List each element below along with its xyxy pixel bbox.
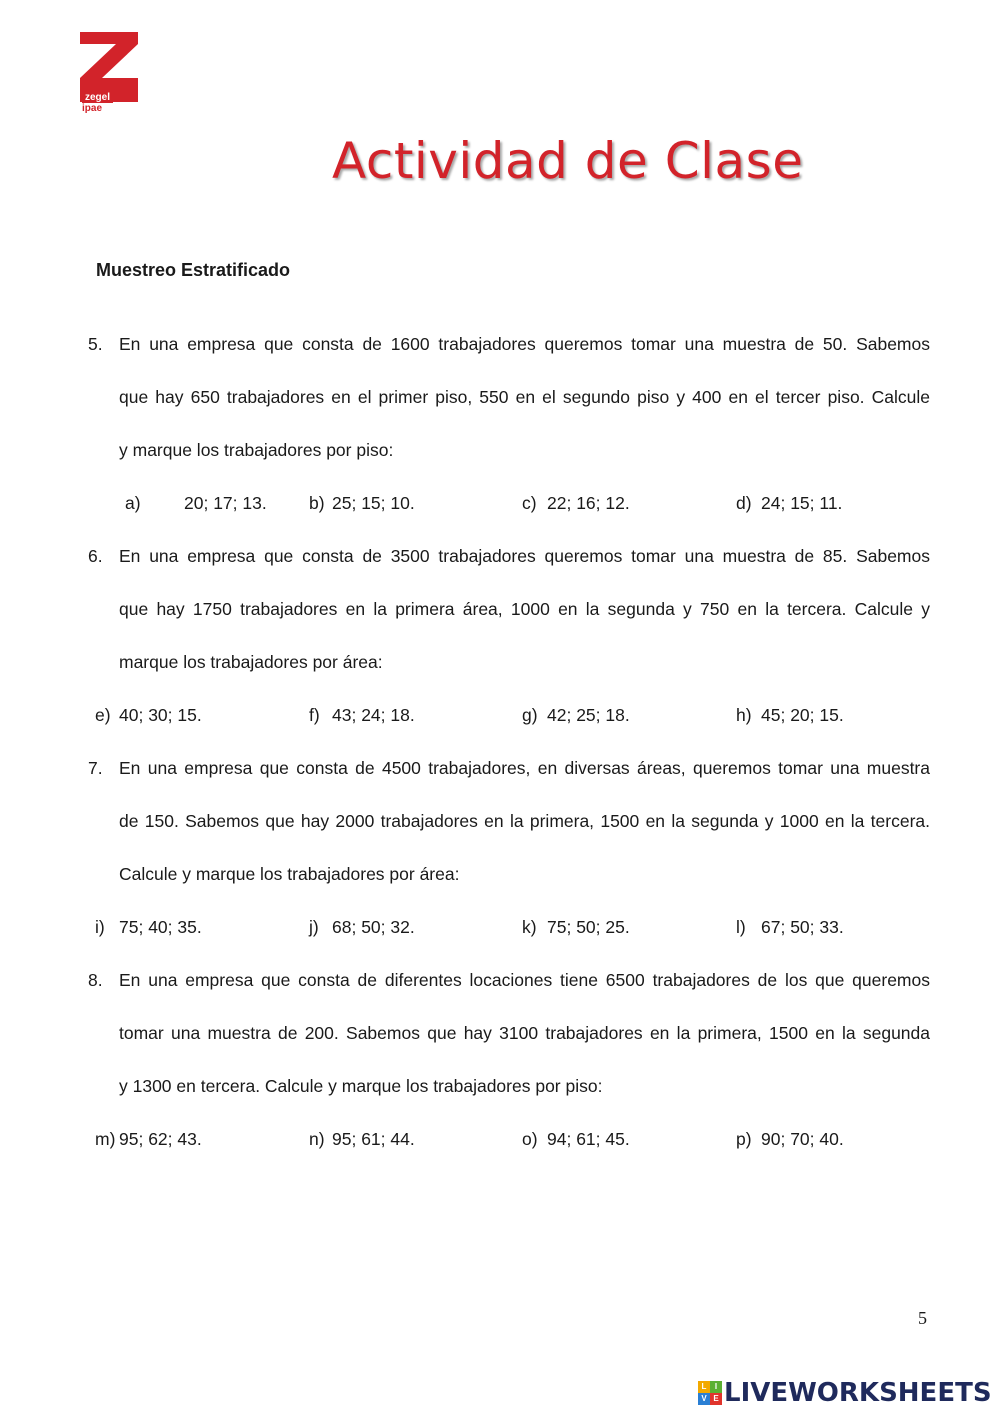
options-row: [88, 1113, 930, 1166]
option-label: c): [522, 493, 537, 513]
icon-letter: L: [698, 1381, 710, 1393]
option-label: b): [309, 493, 325, 513]
option-label: j): [309, 917, 319, 937]
option-label: f): [309, 705, 320, 725]
question-number: 6.: [88, 546, 103, 566]
option-label: e): [95, 705, 111, 725]
option-value: 43; 24; 18.: [332, 705, 415, 725]
question-text-line: En una empresa que consta de 1600 trabajadores queremos tomar una muestra de 50. Sabemos: [119, 334, 930, 354]
option-i[interactable]: [95, 901, 202, 954]
option-m[interactable]: [95, 1113, 202, 1166]
option-label: m): [95, 1129, 116, 1149]
option-value: 95; 62; 43.: [119, 1129, 202, 1149]
icon-letter: I: [710, 1381, 722, 1393]
option-value: 75; 40; 35.: [119, 917, 202, 937]
options-row: [88, 689, 930, 742]
option-value: 42; 25; 18.: [547, 705, 630, 725]
section-title: Muestreo Estratificado: [96, 260, 291, 280]
option-g[interactable]: [522, 689, 630, 742]
option-a[interactable]: [125, 477, 267, 530]
option-n[interactable]: [309, 1113, 415, 1166]
question-number: 7.: [88, 758, 103, 778]
question-text-line: En una empresa que consta de 3500 trabajadores queremos tomar una muestra de 85. Sabemos: [119, 546, 930, 566]
option-p[interactable]: [736, 1113, 844, 1166]
question-text-line: En una empresa que consta de diferentes locaciones tiene 6500 trabajadores de los que queremos: [119, 970, 930, 990]
page-title: Actividad de Clase: [332, 132, 804, 190]
question-6: [88, 530, 930, 742]
option-value: 20; 17; 13.: [184, 493, 267, 513]
option-label: a): [125, 493, 141, 513]
question-text-line: que hay 650 trabajadores en el primer piso, 550 en el segundo piso y 400 en el tercer piso. Calcule: [119, 387, 930, 407]
option-value: 75; 50; 25.: [547, 917, 630, 937]
option-label: h): [736, 705, 752, 725]
question-text-line: tomar una muestra de 200. Sabemos que hay 3100 trabajadores en la primera, 1500 en la segunda: [119, 1023, 930, 1043]
liveworksheets-brand: LIVEWORKSHEETS: [724, 1378, 992, 1408]
option-k[interactable]: [522, 901, 630, 954]
options-row: [88, 901, 930, 954]
question-text-line: que hay 1750 trabajadores en la primera área, 1000 en la segunda y 750 en la tercera. Calcule y: [119, 599, 930, 619]
liveworksheets-footer[interactable]: [698, 1378, 992, 1408]
option-value: 22; 16; 12.: [547, 493, 630, 513]
question-8: [88, 954, 930, 1166]
question-text-line: Calcule y marque los trabajadores por área:: [119, 864, 460, 884]
option-value: 90; 70; 40.: [761, 1129, 844, 1149]
option-value: 25; 15; 10.: [332, 493, 415, 513]
question-number: 5.: [88, 334, 103, 354]
option-d[interactable]: [736, 477, 843, 530]
option-label: o): [522, 1129, 538, 1149]
option-j[interactable]: [309, 901, 415, 954]
question-text-line: En una empresa que consta de 4500 trabajadores, en diversas áreas, queremos tomar una muestra: [119, 758, 930, 778]
option-label: k): [522, 917, 537, 937]
logo-line2: ipae: [82, 103, 103, 114]
option-value: 40; 30; 15.: [119, 705, 202, 725]
option-e[interactable]: [95, 689, 202, 742]
logo-text: [82, 92, 113, 114]
option-label: i): [95, 917, 105, 937]
option-label: n): [309, 1129, 325, 1149]
liveworksheets-icon: [698, 1381, 722, 1405]
option-label: p): [736, 1129, 752, 1149]
question-text-line: de 150. Sabemos que hay 2000 trabajadores en la primera, 1500 en la segunda y 1000 en la tercera.: [119, 811, 930, 831]
option-label: d): [736, 493, 752, 513]
question-text-line: y 1300 en tercera. Calcule y marque los trabajadores por piso:: [119, 1076, 603, 1096]
option-value: 95; 61; 44.: [332, 1129, 415, 1149]
option-label: g): [522, 705, 538, 725]
question-5: [88, 318, 930, 530]
option-o[interactable]: [522, 1113, 630, 1166]
option-value: 94; 61; 45.: [547, 1129, 630, 1149]
icon-letter: E: [710, 1393, 722, 1405]
question-number: 8.: [88, 970, 103, 990]
question-text-line: marque los trabajadores por área:: [119, 652, 383, 672]
options-row: [88, 477, 930, 530]
option-b[interactable]: [309, 477, 415, 530]
page-number: 5: [918, 1308, 927, 1328]
logo-line1: zegel: [82, 92, 113, 103]
question-text-line: y marque los trabajadores por piso:: [119, 440, 394, 460]
option-label: l): [736, 917, 746, 937]
icon-letter: V: [698, 1393, 710, 1405]
option-value: 67; 50; 33.: [761, 917, 844, 937]
question-7: [88, 742, 930, 954]
option-f[interactable]: [309, 689, 415, 742]
option-h[interactable]: [736, 689, 844, 742]
option-l[interactable]: [736, 901, 844, 954]
option-value: 45; 20; 15.: [761, 705, 844, 725]
option-value: 24; 15; 11.: [761, 493, 843, 513]
option-c[interactable]: [522, 477, 630, 530]
option-value: 68; 50; 32.: [332, 917, 415, 937]
